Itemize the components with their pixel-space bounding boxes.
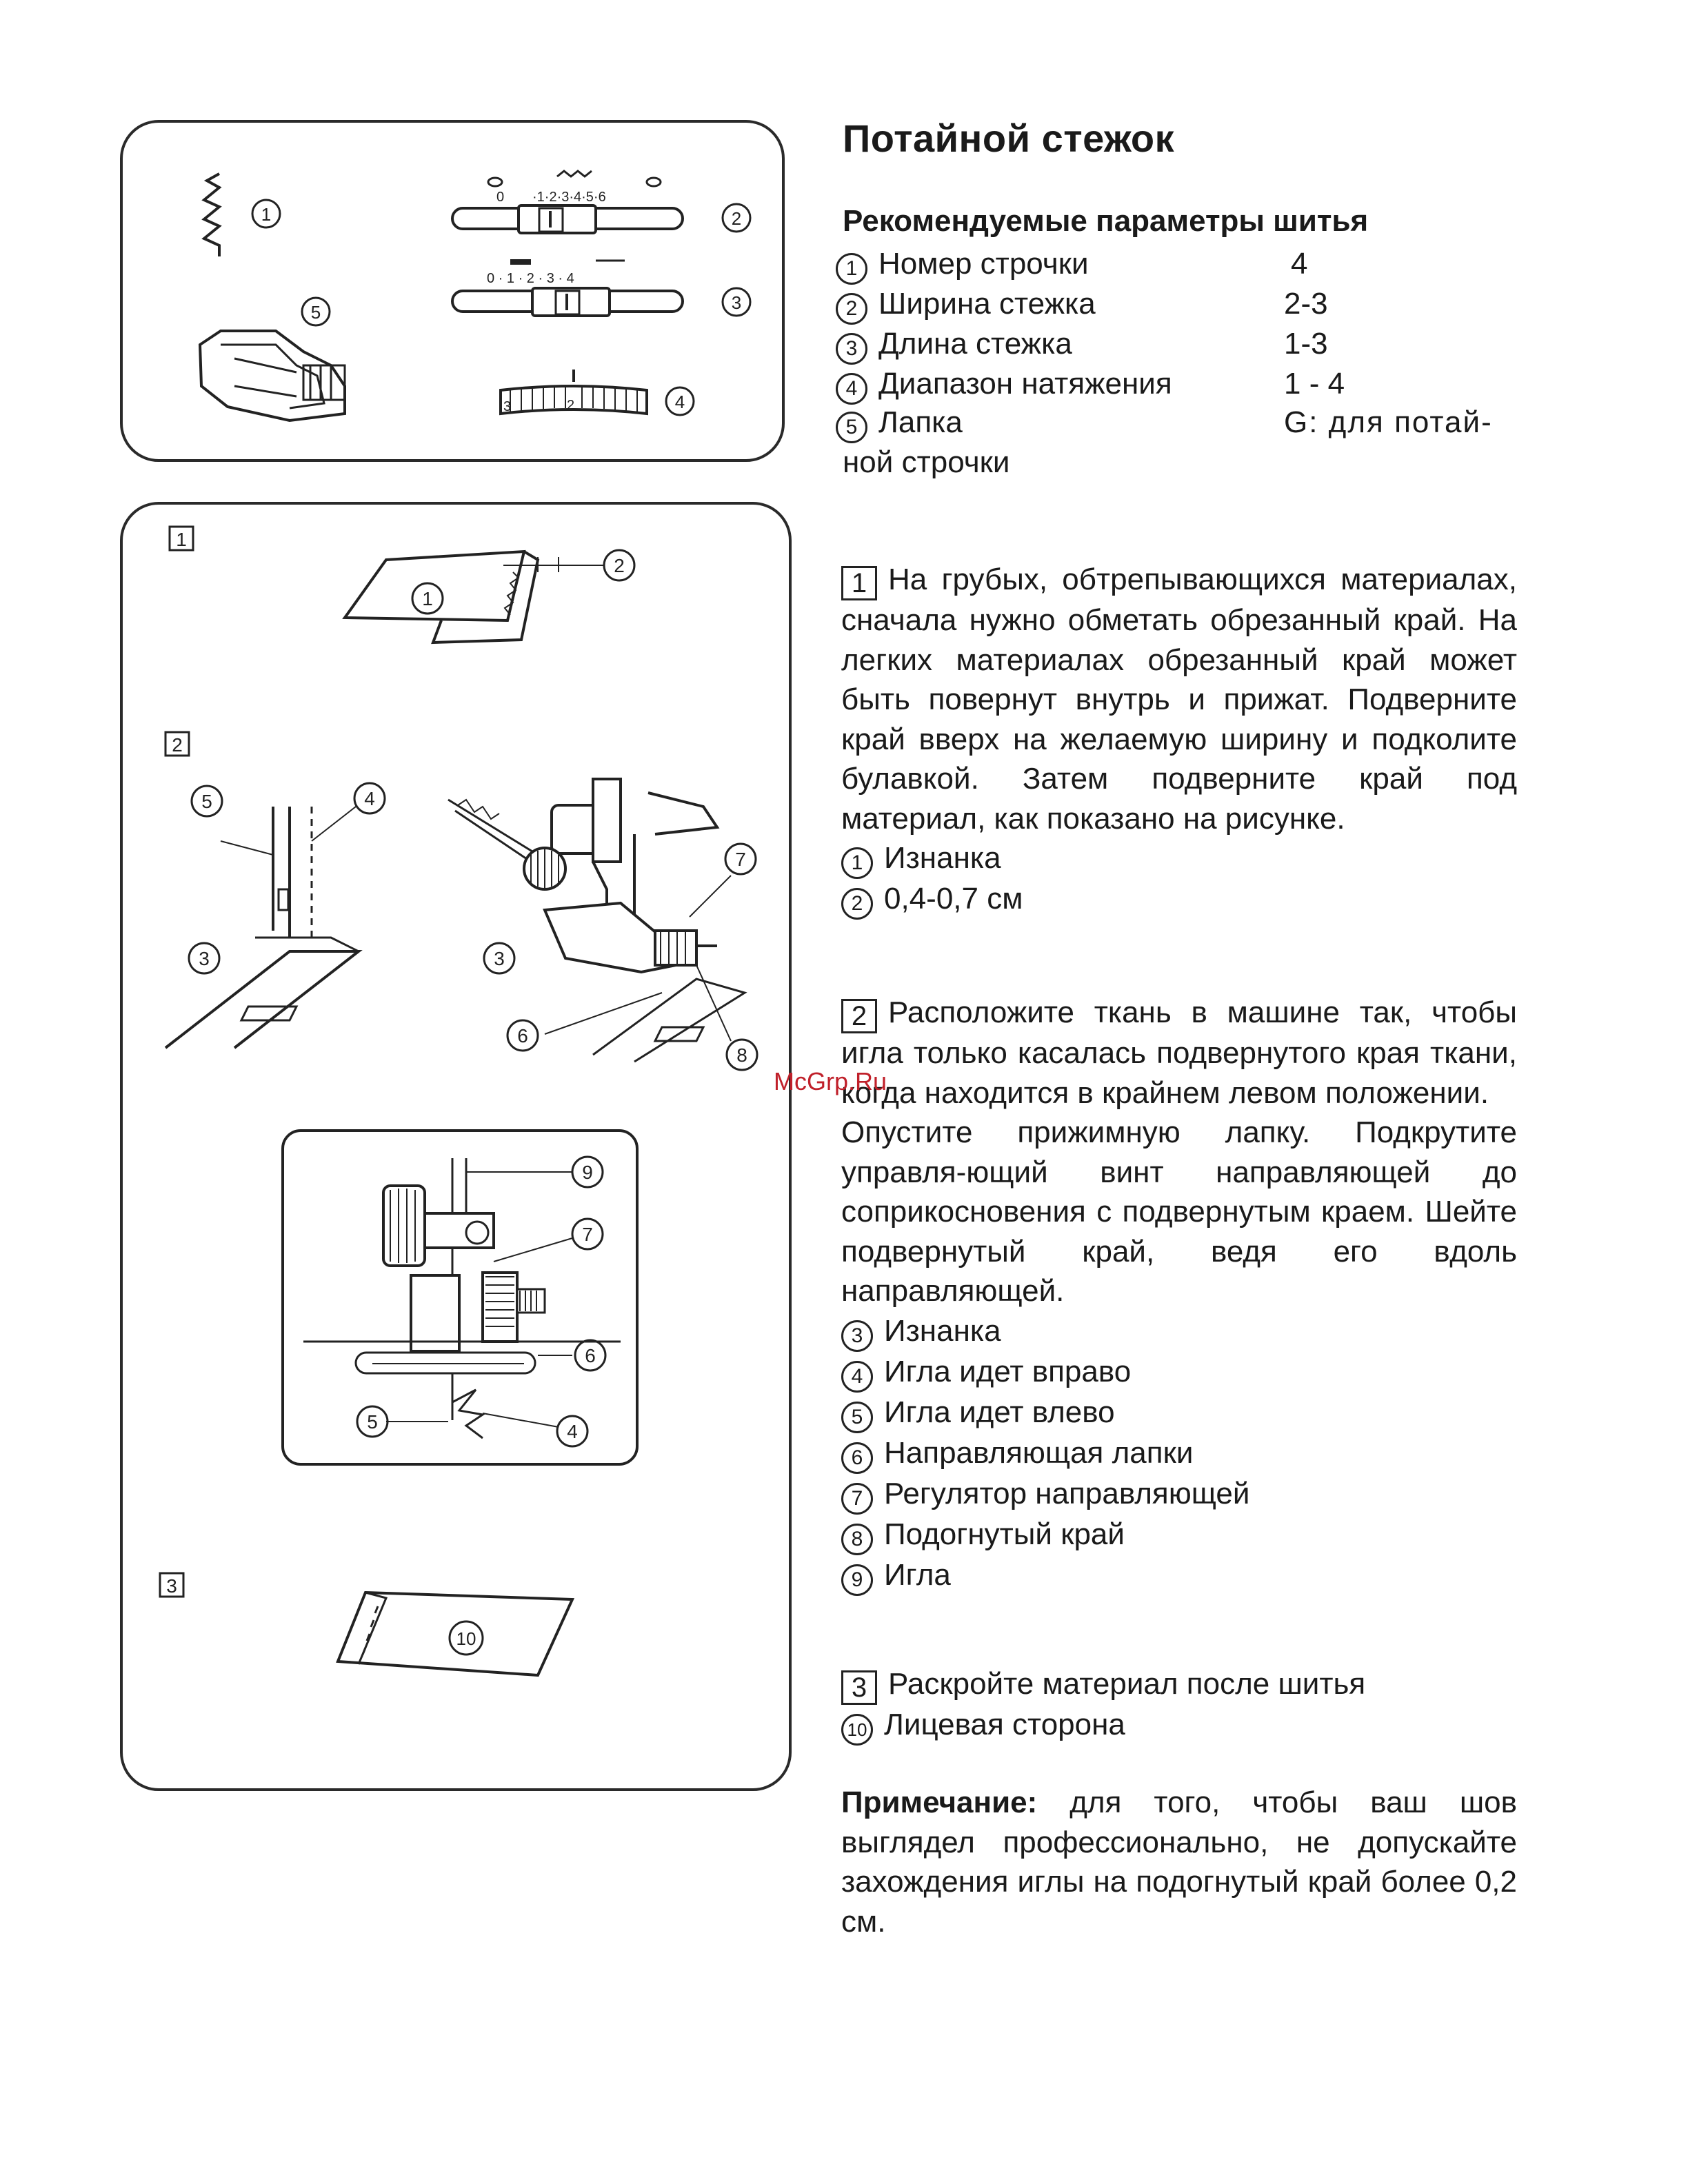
list-item: 1 Изнанка [841,838,1517,879]
presser-foot-guide-drawing [448,779,745,1062]
svg-text:7: 7 [735,849,746,870]
needle-position-drawing [165,807,359,1048]
svg-text:3: 3 [494,948,505,969]
step3-text: 3 Раскройте материал после шитья [841,1664,1517,1705]
svg-text:2: 2 [567,398,575,413]
list-item: 9 Игла [841,1555,1517,1596]
param-row: 5 Лапка G: для потай- [836,403,963,443]
svg-text:2: 2 [731,208,742,229]
note-label: Примечание: [841,1786,1038,1819]
page-title: Потайной стежок [843,117,1175,160]
step3-section [841,1664,1517,1746]
list-item: 8 Подогнутый край [841,1515,1517,1555]
list-item: 10 Лицевая сторона [841,1705,1517,1746]
param-row: 1 Номер строчки 4 [836,244,1089,285]
svg-text:0 · 1 · 2 · 3 · 4: 0 · 1 · 2 · 3 · 4 [487,271,574,286]
note-text: Примечание: для того, чтобы ваш шов выглядел профессионально, не допускайте захождения иглы на подогнутый край более 0,2 см. [841,1786,1517,1939]
list-item: 4 Игла идет вправо [841,1352,1517,1393]
svg-text:2: 2 [614,555,625,576]
svg-text:4: 4 [567,1421,578,1442]
list-item: 5 Игла идет влево [841,1393,1517,1433]
svg-text:8: 8 [736,1044,747,1066]
note-section [841,1783,1517,1941]
svg-text:3: 3 [731,292,742,313]
step1-number: 1 [841,566,877,600]
param-row: 4 Диапазон натяжения 1 - 4 [836,364,1172,405]
recommended-heading: Рекомендуемые параметры шитья [843,204,1369,238]
svg-text:4: 4 [674,392,685,412]
svg-text:6: 6 [517,1025,528,1046]
svg-text:4: 4 [364,788,375,809]
svg-text:1: 1 [422,588,433,609]
list-item: 7 Регулятор направляющей [841,1474,1517,1515]
svg-text:0: 0 [496,190,505,205]
svg-text:3: 3 [199,948,210,969]
step2-section [841,993,1517,1596]
list-item: 3 Изнанка [841,1311,1517,1352]
step2-text: 2 Расположите ткань в машине так, чтобы игла только касалась подвернутого края ткани, когда находится в крайнем левом положении. [841,995,1517,1110]
param-continuation: ной строчки [843,445,1010,479]
list-item: 2 0,4-0,7 см [841,879,1517,920]
svg-text:5: 5 [367,1411,378,1433]
folded-fabric-drawing [345,552,604,643]
svg-text:1: 1 [261,204,272,225]
opened-fabric-drawing [338,1593,572,1675]
svg-text:10: 10 [456,1628,476,1649]
svg-text:5: 5 [201,791,212,812]
step1-box-label: 1 [176,529,187,550]
svg-text:6: 6 [585,1345,596,1366]
step3-number: 3 [841,1670,877,1705]
param-row: 3 Длина стежка 1-3 [836,324,1072,365]
step1-section [841,560,1517,920]
step2-number: 2 [841,999,877,1033]
list-item: 6 Направляющая лапки [841,1433,1517,1474]
param-row: 2 Ширина стежка 2-3 [836,284,1096,325]
svg-text:7: 7 [582,1224,593,1245]
step2-text2: Опустите прижимную лапку. Подкрутите управля-ющий винт направляющей до соприкосновения с подвернутым краем. Шейте подвернутый край, ведя его вдоль направляющей. [841,1115,1517,1308]
watermark: McGrp.Ru [774,1067,887,1095]
svg-text:·1·2·3·4·5·6: ·1·2·3·4·5·6 [532,190,606,205]
svg-text:3: 3 [503,399,512,414]
step1-text: 1 На грубых, обтрепывающихся материалах, сначала нужно обметать обрезанный край. На легких материалах обрезанный край может быть повернут внутрь и прижат. Подверните край вверх на желаемую ширину и подколите булавкой. Затем подверните край под материал, как показано на рисунке. [841,563,1517,836]
svg-text:9: 9 [582,1162,593,1183]
svg-text:2: 2 [172,734,183,756]
svg-text:3: 3 [166,1575,177,1597]
svg-text:5: 5 [310,302,321,323]
